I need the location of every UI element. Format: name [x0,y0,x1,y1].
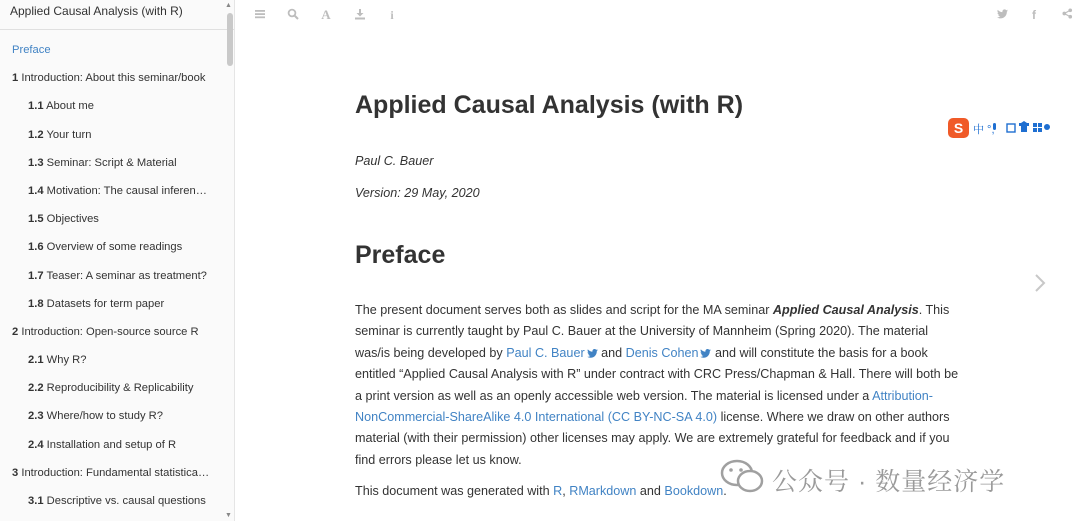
wechat-logo-icon [720,458,764,494]
ime-label: 中 °, [973,124,995,136]
ime-toolbar[interactable] [947,117,1080,139]
toc-item-1[interactable]: 1 Introduction: About this seminar/book [12,72,206,85]
toc-item-1-2[interactable]: 1.2 Your turn [28,128,92,141]
twitter-icon[interactable] [995,8,1009,22]
toolbar [235,0,1080,32]
toc-item-1-6[interactable]: 1.6 Overview of some readings [28,241,183,254]
facebook-icon[interactable]: f [1032,8,1036,22]
toc-item-1-1[interactable]: 1.1 About me [28,100,94,113]
toc-item-2-4[interactable]: 2.4 Installation and setup of R [28,438,177,451]
scroll-down-arrow-icon[interactable]: ▼ [225,512,232,519]
search-icon[interactable] [286,8,300,22]
toc-item-1-5[interactable]: 1.5 Objectives [28,213,99,226]
watermark-text: 公众号 · 数量经济学 [772,468,1006,496]
toc-item-preface[interactable]: Preface [12,44,51,56]
link-denis-cohen[interactable]: Denis Cohen [625,345,699,360]
toc-item-2-2[interactable]: 2.2 Reproducibility & Replicability [28,382,194,395]
sidebar [0,0,235,521]
link-r[interactable]: R [553,484,563,498]
toc-item-1-3[interactable]: 1.3 Seminar: Script & Material [28,156,177,169]
info-icon[interactable]: i [390,8,394,22]
watermark [720,458,1060,498]
scroll-up-arrow-icon[interactable]: ▲ [225,2,232,9]
next-page-chevron-icon[interactable] [1032,272,1048,294]
generated-with-paragraph: This document was generated with R, RMarkdown and Bookdown. [355,484,727,498]
toc-item-3-1[interactable]: 3.1 Descriptive vs. causal questions [28,495,206,507]
twitter-bird-icon [587,349,598,358]
share-icon[interactable] [1060,8,1074,22]
toc-item-1-7[interactable]: 1.7 Teaser: A seminar as treatment? [28,269,207,282]
toc-item-3[interactable]: 3 Introduction: Fundamental statistica… [12,466,210,479]
menu-icon[interactable] [253,8,267,22]
link-paul-bauer[interactable]: Paul C. Bauer [506,345,585,360]
font-icon[interactable]: A [321,7,331,22]
toc-item-2[interactable]: 2 Introduction: Open-source source R [12,325,199,338]
toc-list [0,30,234,515]
preface-paragraph: The present document serves both as slides and script for the MA seminar Applied Causal Analysis. This seminar is currently taught by Paul C. Bauer at the University of Mannheim (Spring 2020). The material was/is being developed by Paul C. Bauer and Denis Cohen and will constitute the basis for a book entitled “Applied Causal Analysis with R” under contract with CRC Press/Chapman & Hall. There will both be a print version as well as an openly accessible web version. The material is licensed under a Attribution-NonCommercial-ShareAlike 4.0 International (CC BY-NC-SA 4.0) license. Where we draw on other authors material (with their permission) other licenses may apply. We are extremely grateful for feedback and if you find errors please let us know. [355,303,959,467]
toc-item-1-4[interactable]: 1.4 Motivation: The causal inferen… [28,184,207,197]
link-cc-license[interactable]: Attribution-NonCommercial-ShareAlike 4.0 International (CC BY-NC-SA 4.0) [355,388,933,425]
sidebar-scrollbar[interactable] [227,13,233,66]
book-version: Version: 29 May, 2020 [355,186,480,200]
link-bookdown[interactable]: Bookdown [664,484,724,498]
toc-item-2-1[interactable]: 2.1 Why R? [28,354,87,367]
svg-text:S: S [953,120,964,136]
twitter-bird-icon [700,349,711,358]
sidebar-title[interactable]: Applied Causal Analysis (with R) [0,0,234,30]
section-heading-preface: Preface [355,241,446,269]
book-title: Applied Causal Analysis (with R) [355,91,744,119]
toc-item-1-8[interactable]: 1.8 Datasets for term paper [28,297,165,310]
book-author: Paul C. Bauer [355,154,434,168]
download-icon[interactable] [353,8,367,22]
link-rmarkdown[interactable]: RMarkdown [569,484,637,498]
toc-item-2-3[interactable]: 2.3 Where/how to study R? [28,410,163,423]
